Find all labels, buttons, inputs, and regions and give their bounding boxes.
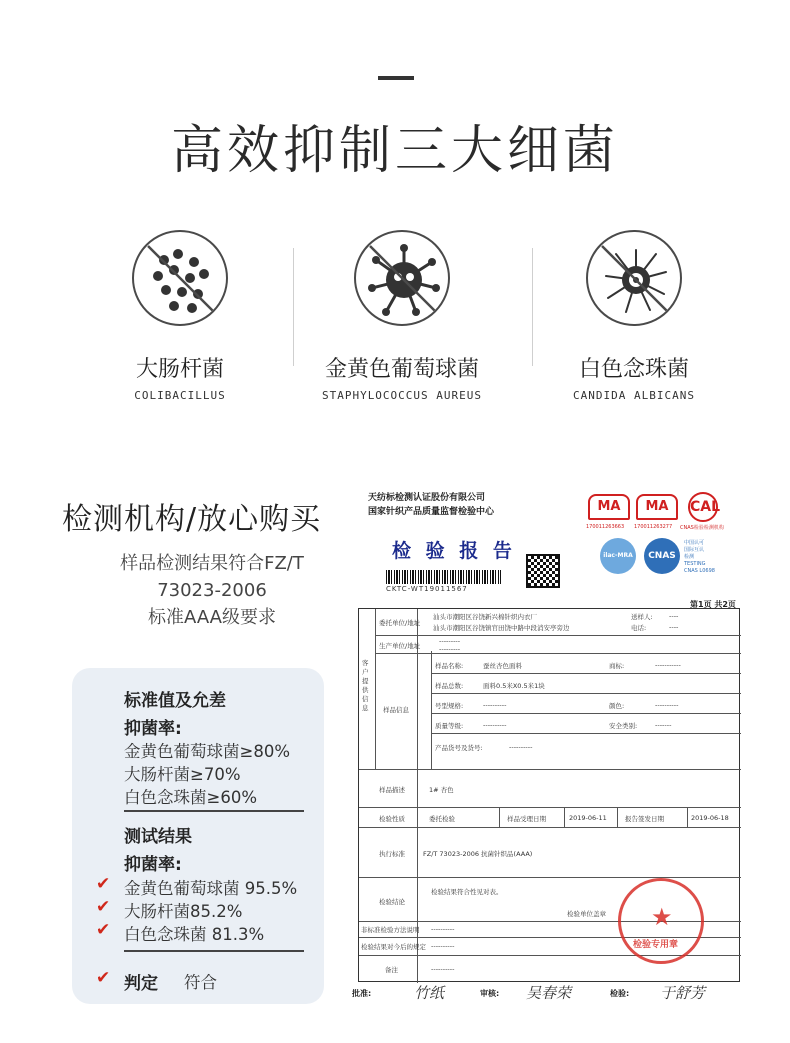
producer-label: 生产单位/地址 [379,642,421,650]
cma-number: 170011263277 [634,524,673,530]
recv-date-label: 样品受理日期 [507,815,546,823]
client-value: 汕头市潮阳区谷饶镇官田饶中路中段消安亭旁边 [433,624,570,632]
grade-label: 质量等级: [435,722,464,730]
check-icon: ✔ [96,920,111,940]
bacteria-name-en: COLIBACILLUS [134,389,226,402]
sample-count-label: 样品总数: [435,682,464,690]
sample-count-value: 面料0.5米X0.5米1块 [483,682,545,690]
verdict-label: 判定 [124,974,158,994]
standard-sub: 抑菌率: [124,719,182,739]
standard-value: FZ/T 73023-2006 抗菌针织品(AAA) [423,850,533,858]
barcode [386,570,501,584]
cal-logo: CAL [688,492,718,522]
divider-line [293,248,294,366]
seal-note: 检验单位盖章 [567,910,606,918]
standard-item: 金黄色葡萄球菌≥80% [124,742,290,761]
info-label: 样品信息 [383,706,409,714]
divider [124,810,304,812]
page-number: 第1页 共2页 [690,600,736,609]
check-icon: ✔ [96,968,111,988]
bacteria-name-cn: 大肠杆菌 [135,357,224,382]
bacteria-name-cn: 白色念珠菌 [578,357,689,382]
virus-skull-icon [354,230,450,326]
org-name: 国家针织产品质量监督检验中心 [368,507,495,517]
contact-label: 送样人: [631,613,653,621]
recv-date-value: 2019-06-11 [569,814,607,822]
issue-date-label: 报告签发日期 [625,815,664,823]
desc-label: 样品描述 [379,786,405,794]
note-label: 备注 [385,966,398,974]
producer-value: --------- [439,637,461,645]
result-item: 大肠杆菌85.2% [124,902,243,921]
issue-date-value: 2019-06-18 [691,814,729,822]
page-title: 高效抑制三大细菌 [170,121,619,181]
test-type-label: 检验性质 [379,815,405,823]
nonstd-value: ---------- [431,925,455,933]
client-label: 委托单位/地址 [379,619,421,627]
divider [124,950,304,952]
bacteria-name-en: STAPHYLOCOCCUS AUREUS [321,389,483,402]
side-label: 客户提供信息 [362,659,369,712]
approver-label: 批准: [352,989,372,998]
check-icon: ✔ [96,897,111,917]
seal-text: 检验专用章 [633,940,679,950]
bacteria-item-staphylococcus [302,230,502,402]
test-type-value: 委托检验 [429,815,455,823]
org-name: 天纺标检测认证股份有限公司 [368,493,486,503]
standard-item: 白色念珠菌≥60% [124,788,257,807]
reviewer-label: 审核: [480,989,500,998]
result-item: 白色念珠菌 81.3% [124,925,265,944]
code-value: ---------- [509,743,533,751]
brand-value: ----------- [655,661,681,669]
result-heading: 测试结果 [124,827,192,847]
nonstd-label: 非标准检验方法说明 [361,926,420,934]
cma-logo: MA [636,494,678,520]
cnas-logo: CNAS [644,538,680,574]
inspection-report [348,482,744,1022]
color-label: 颜色: [609,702,625,710]
standard-heading: 标准值及允差 [124,691,226,711]
section-title: 检测机构/放心购买 [62,502,322,537]
deviation-label: 检验结果对今后的规定 [361,943,426,951]
verdict-value: 符合 [184,973,217,992]
desc-line: 标准AAA级要求 [148,607,276,628]
cnas-text: 中国认可 国际互认 检测 TESTING CNAS L0698 [684,540,715,574]
cal-text: CNAS检验检测机构 [680,525,724,531]
qr-code [526,554,560,588]
safety-value: ------- [655,721,672,729]
model-label: 号型规格: [435,702,464,710]
bacteria-item-candida [534,230,734,402]
bacteria-name-cn: 金黄色葡萄球菌 [324,357,479,382]
check-icon: ✔ [96,874,111,894]
seal-star-icon: ★ [651,903,673,931]
phone-label: 电话: [631,624,647,632]
conclusion-label: 检验结论 [379,898,405,906]
standard-item: 大肠杆菌≥70% [124,765,241,784]
conclusion-value: 检验结果符合性见对表。 [431,888,503,896]
sample-name-value: 蚕丝杏色面料 [483,662,522,670]
sample-name-label: 样品名称: [435,662,464,670]
bacteria-dots-icon [132,230,228,326]
grade-value: ---------- [483,721,507,729]
cma-number: 170011263663 [586,524,625,530]
reviewer-signature: 吴春荣 [526,984,572,1002]
section-description [62,550,362,631]
results-panel [72,668,324,1004]
note-value: ---------- [431,965,455,973]
result-sub: 抑菌率: [124,855,182,875]
inspection-seal [618,878,704,964]
brand-label: 商标: [609,662,625,670]
deviation-value: ---------- [431,942,455,950]
result-item: 金黄色葡萄球菌 95.5% [124,879,298,898]
title-accent-bar [378,76,414,80]
barcode-number: CKTC-WT19011567 [386,585,468,593]
bacteria-item-colibacillus [80,230,280,402]
phone-value: ---- [669,623,679,631]
color-value: ---------- [655,701,679,709]
producer-value: --------- [439,645,461,653]
standard-label: 执行标准 [379,850,405,858]
safety-label: 安全类别: [609,722,638,730]
checker-signature: 于舒芳 [660,984,706,1002]
cma-logo: MA [588,494,630,520]
desc-line: 73023-2006 [157,580,267,601]
desc-line: 样品检测结果符合FZ/T [120,553,304,574]
spiky-cell-icon [586,230,682,326]
contact-value: ---- [669,612,679,620]
checker-label: 检验: [610,989,630,998]
code-label: 产品货号及货号: [435,744,483,752]
desc-value: 1# 杏色 [429,786,454,794]
divider-line [532,248,533,366]
ilac-logo: ilac-MRA [600,538,636,574]
approver-signature: 竹纸 [414,984,445,1002]
report-title: 检 验 报 告 [392,540,516,562]
bacteria-name-en: CANDIDA ALBICANS [573,389,695,402]
client-value: 汕头市潮阳区谷饶新兴棉针织内衣厂 [433,613,537,621]
model-value: ---------- [483,701,507,709]
